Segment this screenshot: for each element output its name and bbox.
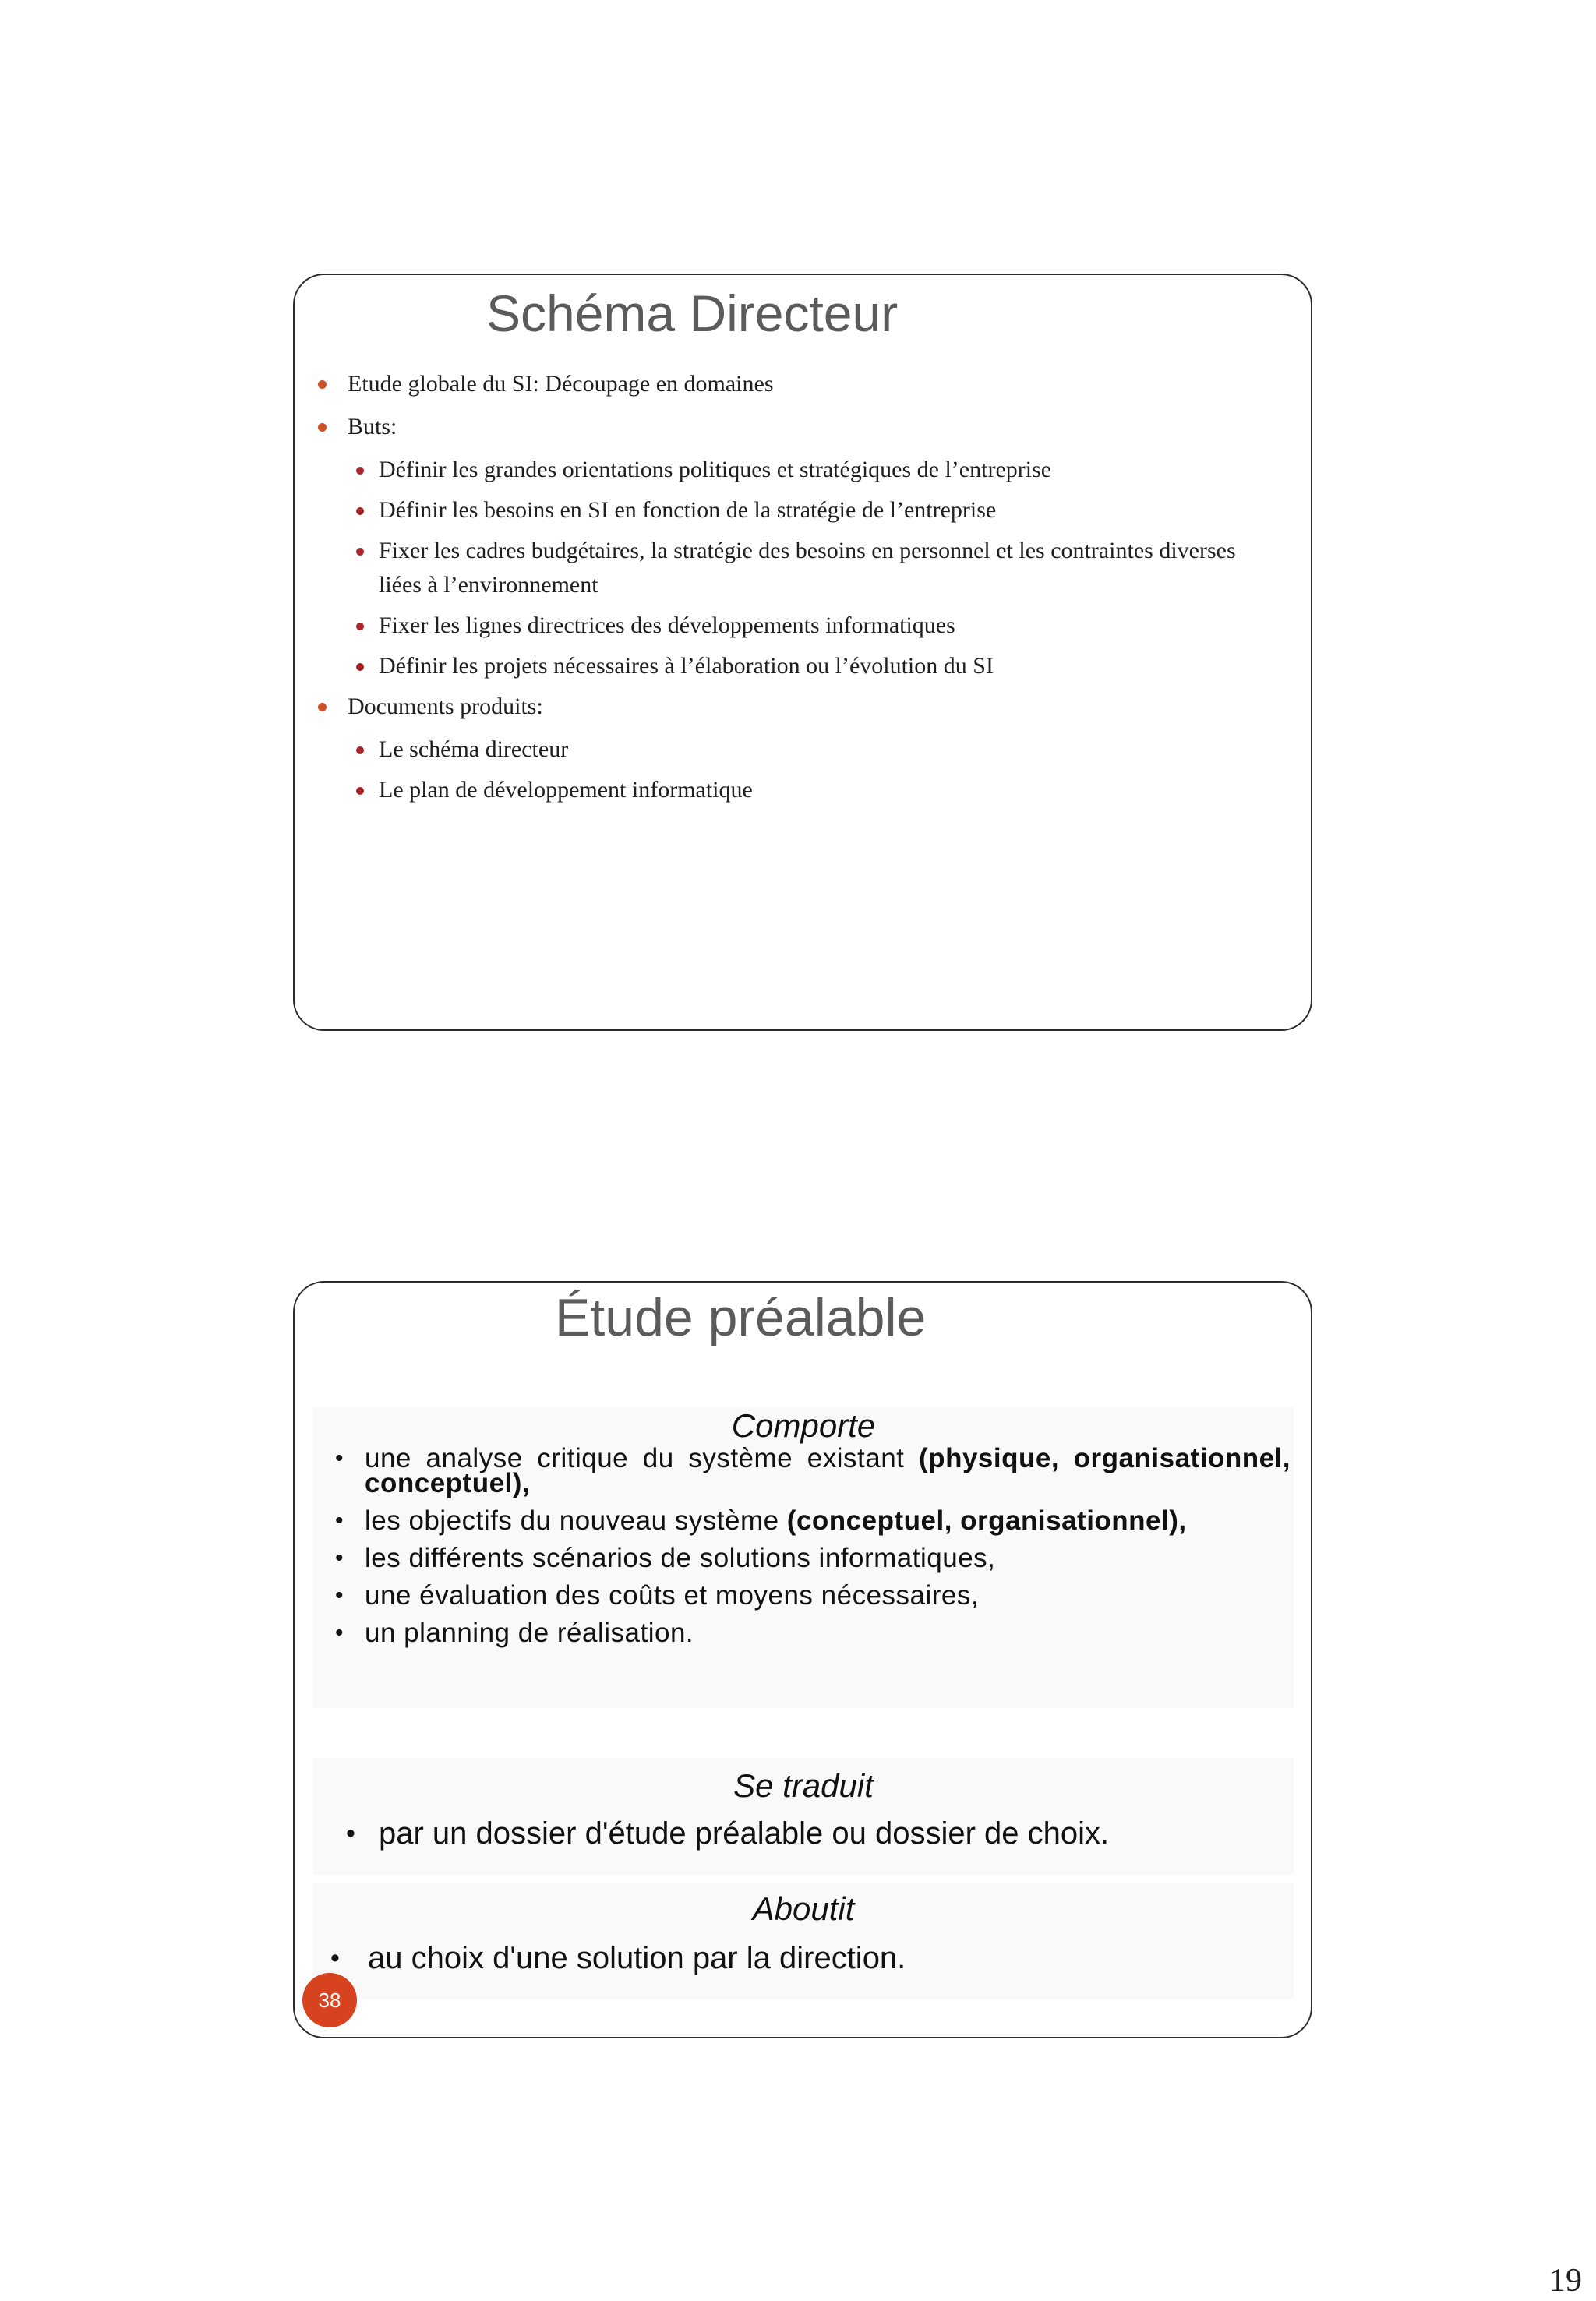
list-item-emphasis: (conceptuel, organisationnel), <box>786 1505 1187 1536</box>
list-item <box>295 410 1311 444</box>
sub-list-item <box>295 534 1311 602</box>
list-item-text: Fixer les lignes directrices des développements informatiques <box>379 612 955 638</box>
bullet-icon <box>356 507 364 515</box>
bullet-icon: • <box>330 1943 340 1973</box>
bullet-icon <box>356 467 364 475</box>
bullet-icon: • <box>335 1620 344 1646</box>
list-item-text: par un dossier d'étude préalable ou dossier de choix. <box>379 1816 1110 1851</box>
list-item-text: Le schéma directeur <box>379 736 569 762</box>
list-item-text: les objectifs du nouveau système <box>365 1505 787 1536</box>
sub-list-item <box>295 453 1311 487</box>
slide-number-badge: 38 <box>302 1973 357 2027</box>
list-item-text: Définir les grandes orientations politiques et stratégiques de l’entreprise <box>379 457 1052 482</box>
list-item-text: Fixer les cadres budgétaires, la stratégie des besoins en personnel et les contraintes diverses liées à l’environnement <box>379 538 1236 598</box>
list-item-text: une analyse critique du système existant <box>365 1443 920 1473</box>
list-item-text: Buts: <box>348 414 397 439</box>
bullet-icon <box>356 787 364 795</box>
list-item-text: un planning de réalisation. <box>365 1618 694 1648</box>
comporte-list <box>313 1443 1294 1658</box>
section-heading: Se traduit <box>733 1767 874 1804</box>
list-item-text: Définir les projets nécessaires à l’élaboration ou l’évolution du SI <box>379 653 994 679</box>
sub-list-item <box>295 732 1311 767</box>
list-item-text: une évaluation des coûts et moyens nécessaires, <box>365 1580 980 1611</box>
list-item <box>313 1814 1294 1853</box>
list-item-text: Définir les besoins en SI en fonction de la stratégie de l’entreprise <box>379 497 997 523</box>
sub-list-item <box>295 609 1311 643</box>
sub-list-item <box>295 493 1311 528</box>
list-item <box>313 1505 1294 1536</box>
bullet-icon: • <box>335 1545 344 1571</box>
sub-list-item <box>295 649 1311 683</box>
list-item-text: au choix d'une solution par la direction. <box>368 1941 906 1975</box>
bullet-icon <box>318 703 327 711</box>
bullet-icon <box>318 380 327 389</box>
bullet-list <box>295 367 1311 813</box>
list-item <box>295 690 1311 724</box>
bullet-icon <box>356 548 364 556</box>
list-item-text: les différents scénarios de solutions informatiques, <box>365 1543 996 1573</box>
slide-title: Schéma Directeur <box>486 284 899 342</box>
comporte-section <box>313 1407 1294 1708</box>
list-item <box>313 1543 1294 1573</box>
list-item-text: Documents produits: <box>348 693 543 719</box>
list-item <box>313 1580 1294 1611</box>
page-number: 19 <box>1549 2263 1582 2299</box>
bullet-icon: • <box>346 1819 355 1848</box>
list-item <box>313 1443 1294 1498</box>
bullet-icon <box>356 663 364 671</box>
sub-list-item <box>295 773 1311 807</box>
list-item <box>313 1618 1294 1648</box>
aboutit-section <box>313 1883 1294 1999</box>
slide-schema-directeur <box>293 274 1312 1031</box>
bullet-icon: • <box>335 1508 344 1533</box>
bullet-icon: • <box>335 1445 344 1471</box>
list-item-text: Etude globale du SI: Découpage en domaines <box>348 371 774 397</box>
bullet-icon <box>356 623 364 630</box>
bullet-icon: • <box>335 1583 344 1608</box>
list-item <box>313 1939 1294 1978</box>
list-item-text: Le plan de développement informatique <box>379 777 753 803</box>
bullet-icon <box>318 423 327 432</box>
list-item <box>295 367 1311 401</box>
slide-title: Étude préalable <box>555 1288 927 1347</box>
section-heading: Comporte <box>731 1407 876 1444</box>
se-traduit-section <box>313 1758 1294 1875</box>
section-heading: Aboutit <box>752 1890 855 1927</box>
bullet-icon <box>356 746 364 754</box>
slide-etude-prealable <box>293 1281 1312 2038</box>
list-item-emphasis: (physique, organisationnel, conceptuel), <box>365 1443 1291 1498</box>
